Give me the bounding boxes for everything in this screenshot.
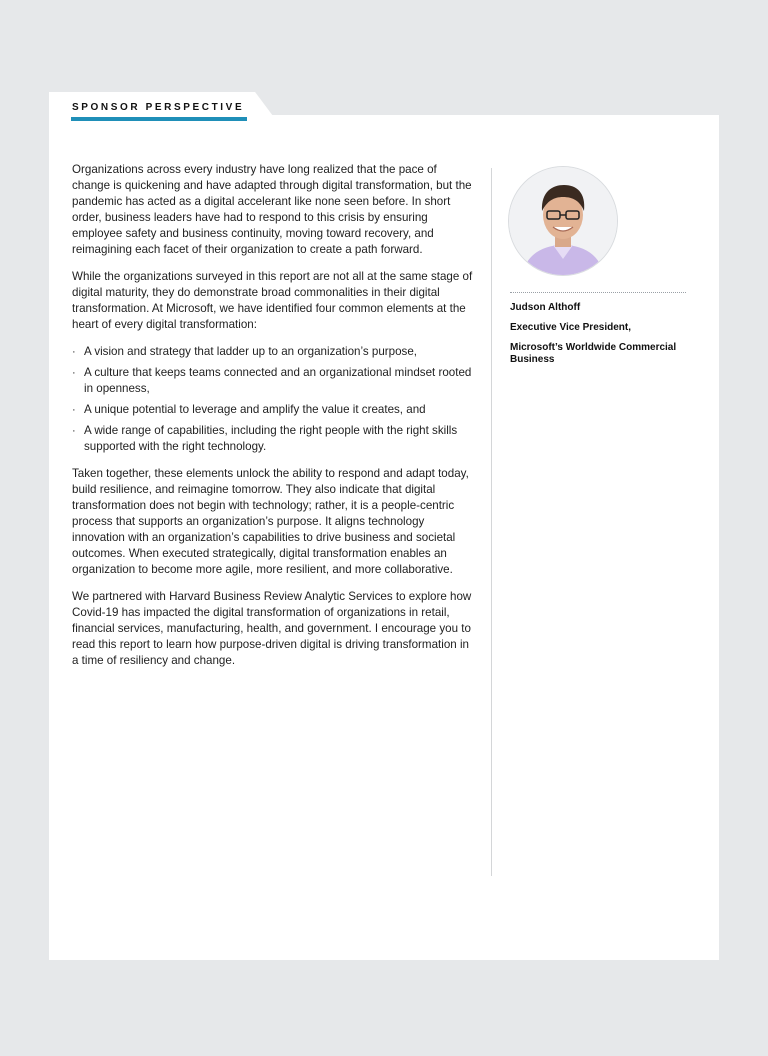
section-underline: [71, 117, 247, 121]
list-item-text: A unique potential to leverage and amplify the value it creates, and: [84, 403, 426, 416]
portrait-illustration: [509, 167, 617, 275]
paragraph-together: Taken together, these elements unlock the ability to respond and adapt today, build resilience, and reimagine tomorrow. They also indicate that digital transformation does not begin with technology; rather, it is a people-centric process that supports an organization’s purpose. It aligns technology innovation with an organization’s capabilities to drive business and societal outcomes. When executed strategically, digital transformation enables an organization to become more agile, more resilient, and more collaborative.: [72, 467, 469, 576]
sponsor-details: [510, 302, 680, 374]
sponsor-name: Judson Althoff: [510, 302, 581, 313]
paragraph-commonalities: While the organizations surveyed in this report are not all at the same stage of digital maturity, they do demonstrate broad commonalities in their digital transformation. At Microsoft, we have identified four common elements at the heart of every digital transformation:: [72, 270, 473, 331]
elements-list: [72, 344, 474, 455]
column-divider: [491, 168, 492, 876]
bullet-icon: ·: [72, 425, 76, 437]
paragraph-intro: Organizations across every industry have long realized that the pace of change is quickening and have adapted through digital transformation, but the pandemic has acted as a digital accelerant like none seen before. In short order, business leaders have had to respond to this crisis by ensuring employee safety and business continuity, moving toward recovery, and reimagining each facet of their organization to create a path forward.: [72, 163, 472, 256]
list-item: [72, 423, 474, 455]
sponsor-avatar: [508, 166, 618, 276]
sponsor-organization: Microsoft’s Worldwide Commercial Business: [510, 342, 677, 365]
list-item-text: A vision and strategy that ladder up to an organization’s purpose,: [84, 345, 418, 358]
sponsor-title: Executive Vice President,: [510, 322, 631, 333]
list-item-text: A culture that keeps teams connected and an organizational mindset rooted in openness,: [84, 366, 472, 395]
article-body: [72, 162, 474, 680]
list-item: [72, 402, 474, 418]
section-label: SPONSOR PERSPECTIVE: [72, 102, 245, 113]
dotted-separator: [510, 292, 686, 293]
list-item: [72, 365, 474, 397]
bullet-icon: ·: [72, 346, 76, 358]
list-item: [72, 344, 474, 360]
bullet-icon: ·: [72, 367, 76, 379]
paragraph-partnership: We partnered with Harvard Business Review Analytic Services to explore how Covid-19 has impacted the digital transformation of organizations in retail, financial services, manufacturing, health, and government. I encourage you to read this report to learn how purpose-driven digital is driving transformation in a time of resiliency and change.: [72, 590, 472, 667]
bullet-icon: ·: [72, 404, 76, 416]
list-item-text: A wide range of capabilities, including the right people with the right skills supported with the right technology.: [84, 424, 458, 453]
